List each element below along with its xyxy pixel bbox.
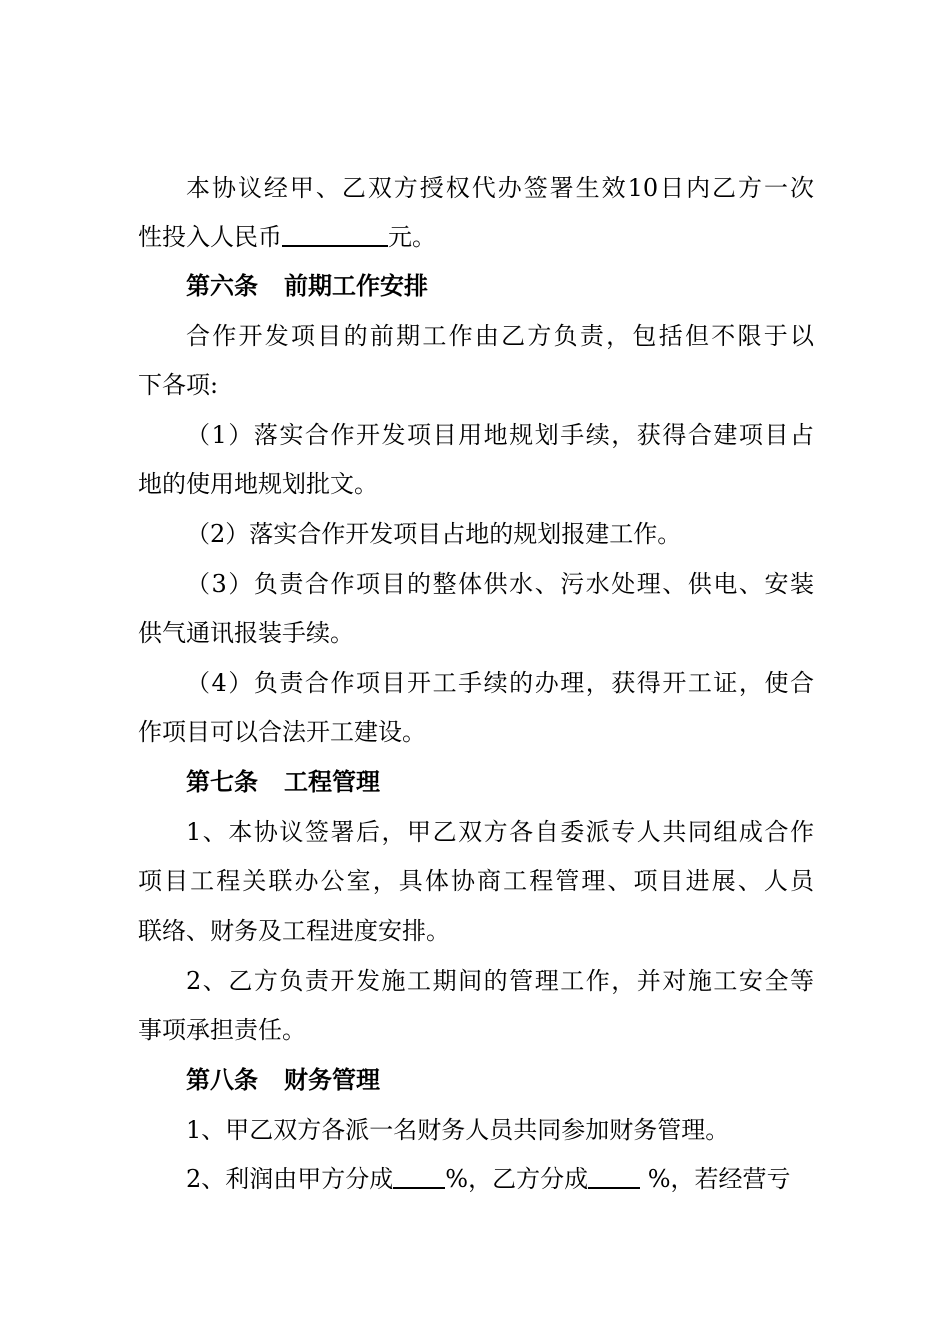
paragraph-line: 1、本协议签署后，甲乙双方各自委派专人共同组成合作 (186, 818, 814, 846)
fill-in-blank (282, 223, 388, 247)
text-segment: 元。 (388, 223, 436, 251)
paragraph-line: 项目工程关联办公室，具体协商工程管理、项目进展、人员 (138, 867, 814, 895)
paragraph-line: 事项承担责任。 (138, 1016, 306, 1044)
paragraph-line: 作项目可以合法开工建设。 (138, 718, 426, 746)
paragraph-line: 2、乙方负责开发施工期间的管理工作，并对施工安全等 (186, 967, 814, 995)
fill-in-blank (393, 1165, 445, 1189)
paragraph-line: 供气通讯报装手续。 (138, 619, 354, 647)
paragraph-line: （3）负责合作项目的整体供水、污水处理、供电、安装 (186, 570, 814, 598)
text-segment: 2、利润由甲方分成 (186, 1165, 394, 1193)
fill-in-blank (588, 1165, 640, 1189)
text-segment: %，若经营亏 (640, 1165, 791, 1193)
paragraph-line (186, 1163, 814, 1195)
section-title: 工程管理 (284, 768, 380, 796)
text-segment: %，乙方分成 (445, 1165, 589, 1193)
section-title: 财务管理 (284, 1066, 380, 1094)
paragraph-line: （2）落实合作开发项目占地的规划报建工作。 (186, 520, 682, 548)
paragraph-line (138, 221, 814, 253)
section-number: 第六条 (186, 272, 258, 300)
paragraph-line: 下各项: (138, 371, 219, 399)
paragraph-line: 联络、财务及工程进度安排。 (138, 917, 450, 945)
paragraph-line: 1、甲乙双方各派一名财务人员共同参加财务管理。 (186, 1116, 730, 1144)
section-heading (186, 1064, 814, 1096)
text-segment: 性投入人民币 (138, 223, 282, 251)
paragraph-line: 合作开发项目的前期工作由乙方负责，包括但不限于以 (186, 322, 814, 350)
paragraph-line: （1）落实合作开发项目用地规划手续，获得合建项目占 (186, 421, 814, 449)
paragraph-line: （4）负责合作项目开工手续的办理，获得开工证，使合 (186, 669, 814, 697)
section-heading (186, 270, 814, 302)
section-heading (186, 766, 814, 798)
section-title: 前期工作安排 (284, 272, 428, 300)
section-number: 第七条 (186, 768, 258, 796)
section-number: 第八条 (186, 1066, 258, 1094)
paragraph-line: 本协议经甲、乙双方授权代办签署生效10日内乙方一次 (186, 174, 814, 202)
paragraph-line: 地的使用地规划批文。 (138, 470, 378, 498)
